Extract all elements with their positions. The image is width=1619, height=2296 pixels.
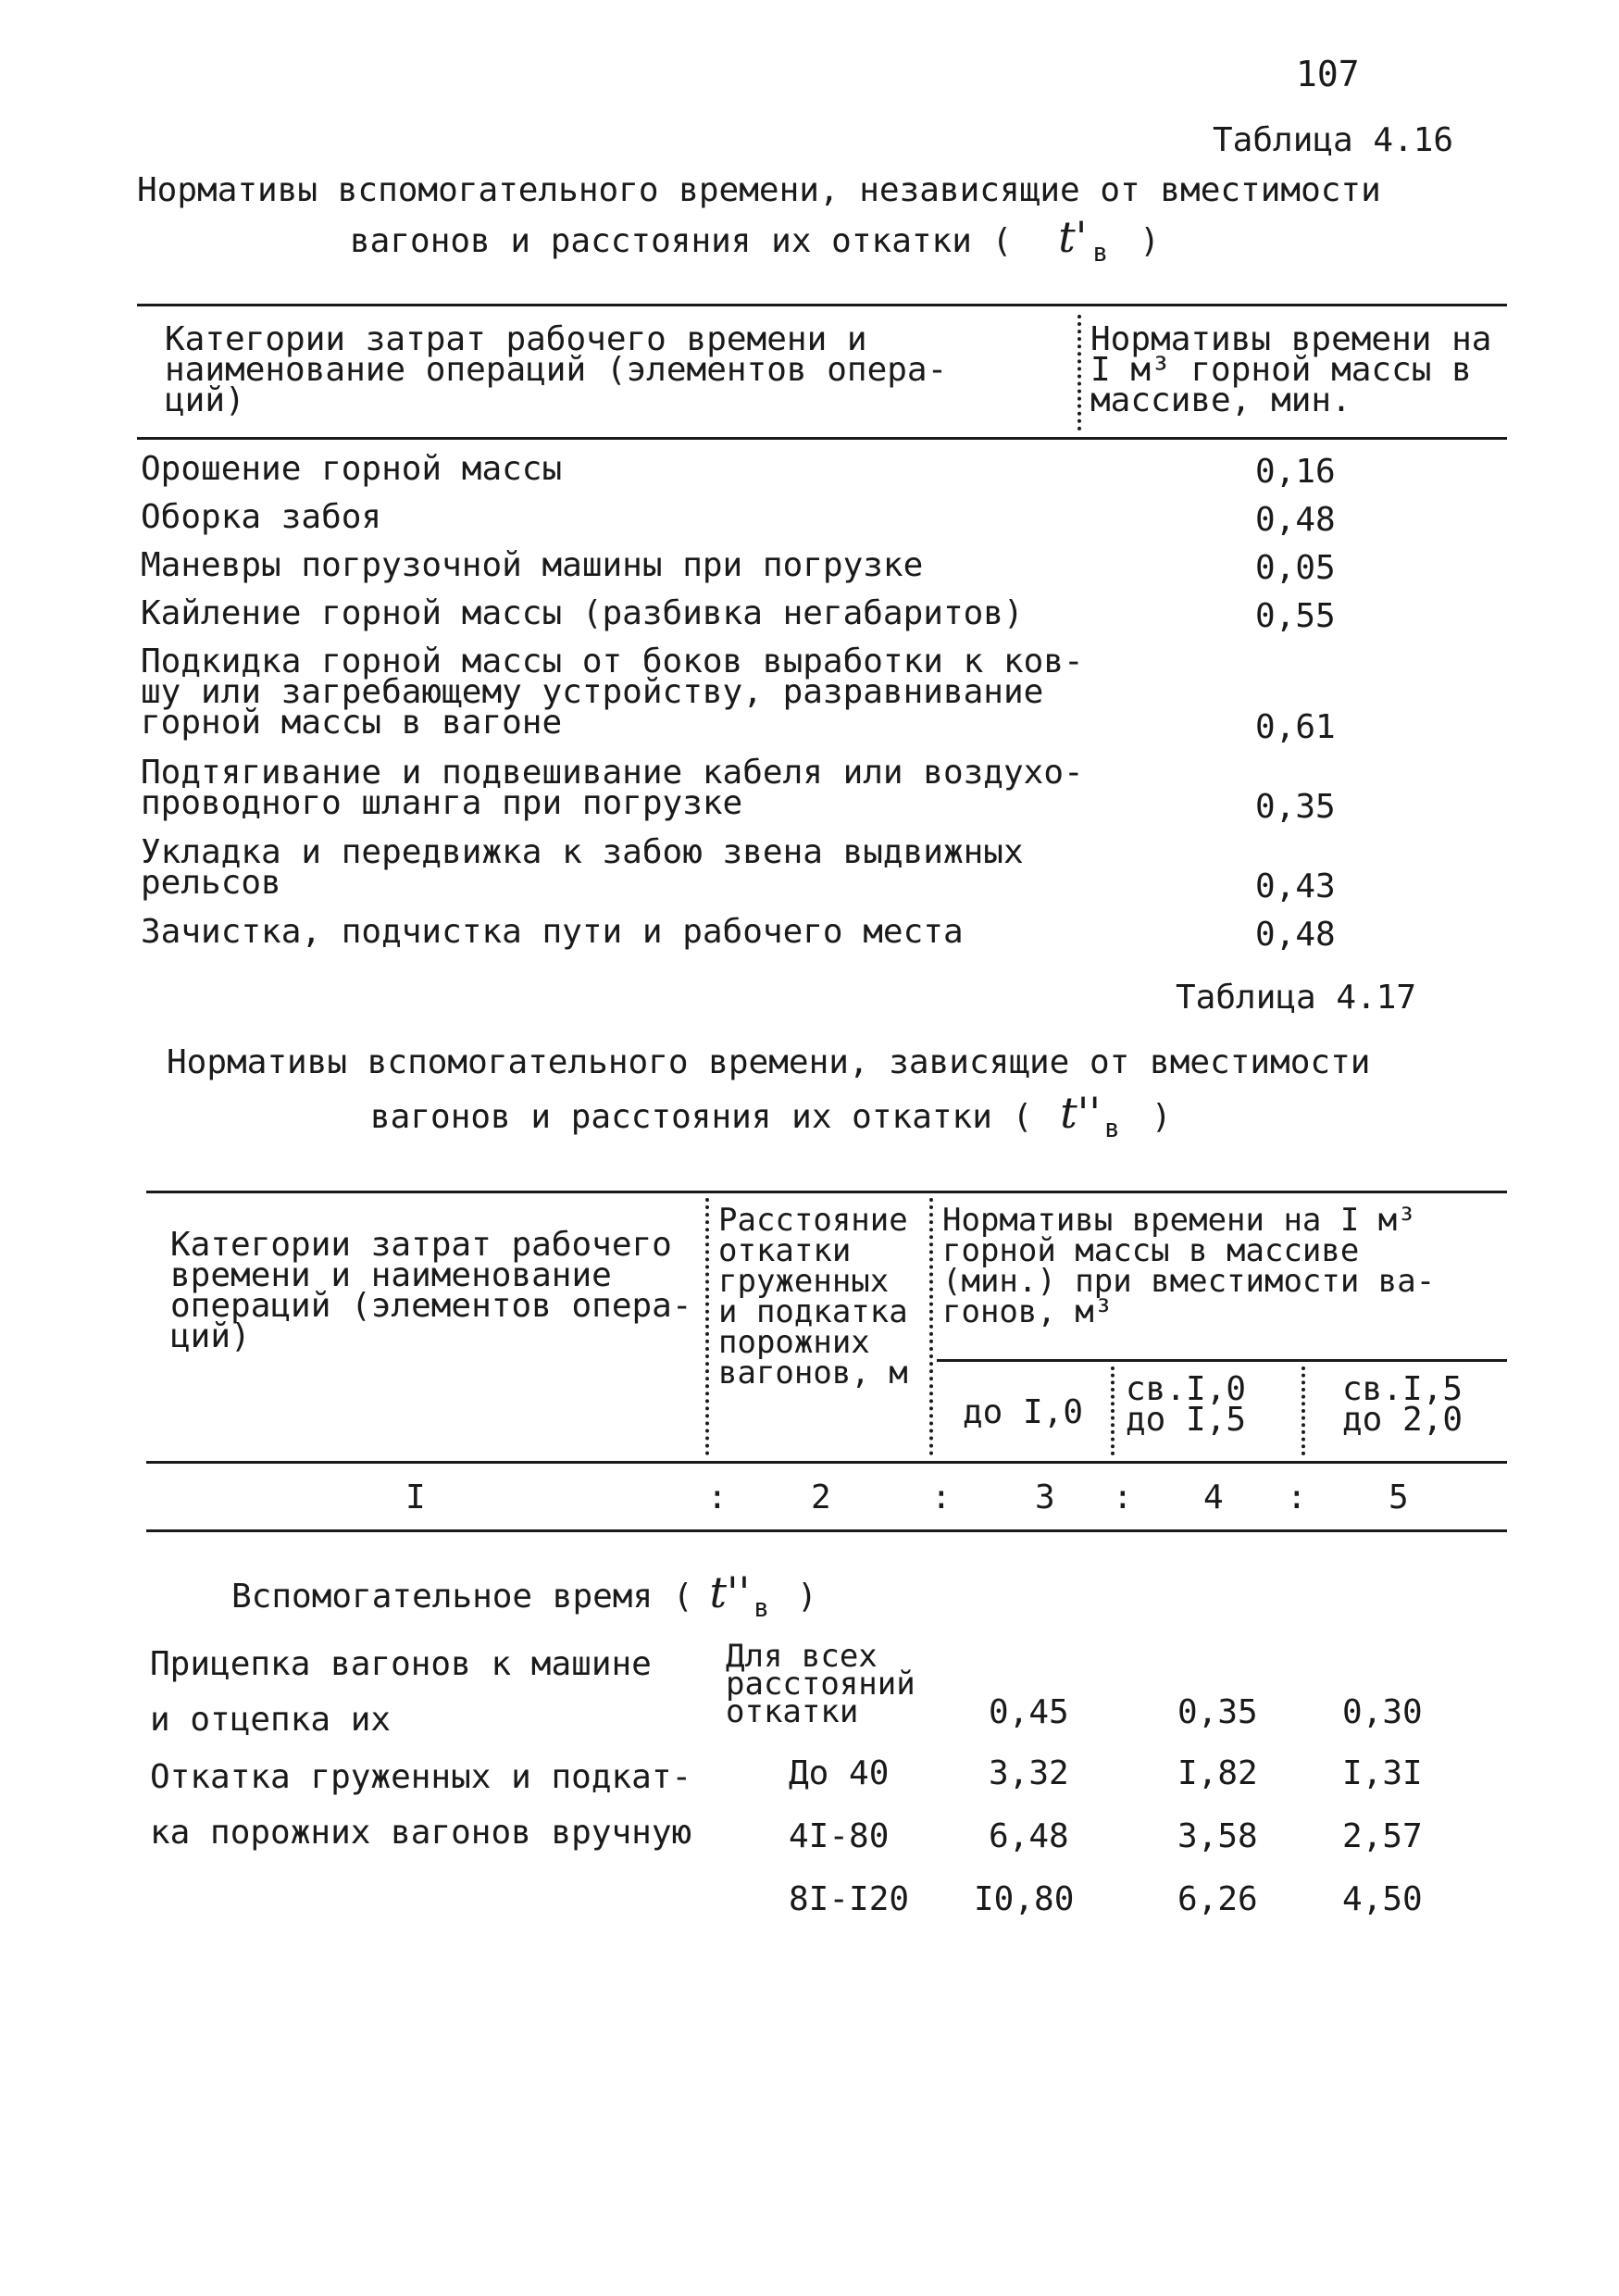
op2-value-col4: I,82 [1177,1754,1258,1792]
table1-top-rule [137,304,1507,306]
table-row-name: Укладка и передвижка к забою звена выдвижных рельсов [141,833,1024,902]
time-subscript: в [1092,237,1109,268]
col-number-separator: : [1113,1479,1133,1516]
time-symbol: t'' [709,1567,751,1617]
table-row-value: 0,61 [1255,708,1336,746]
table2-header-col2: Расстояние откатки груженных и подкатка порожних вагонов, м [718,1202,908,1391]
table2-numbers-rule [146,1529,1507,1532]
op2-value-col3: 6,48 [989,1817,1069,1855]
table2-divider-4 [1301,1366,1305,1455]
op2-value-col5: 4,50 [1342,1880,1423,1918]
op2-value-col4: 6,26 [1177,1880,1258,1918]
table1-title-line1: Нормативы вспомогательного времени, независящие от вместимости [137,171,1381,209]
table-row-name: Оборка забоя [141,498,382,536]
table1-title-line2 [350,212,1160,268]
section-label-text: Вспомогательное время ( [231,1578,693,1616]
op2-distance: До 40 [789,1754,890,1792]
table2-divider-1 [705,1198,709,1455]
op2-distance: 4I-80 [789,1817,890,1855]
col-number-2: 2 [811,1479,831,1516]
table-row-value: 0,48 [1255,501,1336,539]
table2-title-text: вагонов и расстояния их откатки ( [370,1098,1033,1136]
col-number-separator: : [1287,1479,1307,1516]
table2-subheader-rule [937,1359,1507,1362]
col-number-separator: : [707,1479,728,1516]
table2-header-col3: Нормативы времени на I м³ горной массы в массиве (мин.) при вместимости ва- гонов, м³ [942,1202,1436,1330]
table2-sub-col3: до I,0 [963,1393,1084,1431]
table2-label: Таблица 4.17 [1176,979,1417,1017]
time-symbol: t'' [1060,1088,1102,1138]
title-close-paren: ) [1140,222,1160,260]
op2-distance: 8I-I20 [789,1880,910,1918]
col-number-5: 5 [1389,1479,1409,1516]
time-subscript: в [753,1592,770,1623]
title-close-paren: ) [1151,1098,1172,1136]
section-close-paren: ) [797,1578,817,1616]
table2-top-rule [146,1191,1507,1193]
table-row-value: 0,16 [1255,453,1336,491]
op1-name: Прицепка вагонов к машине и отцепка их [150,1645,652,1739]
table1-title-text: вагонов и расстояния их откатки ( [350,222,1013,260]
table2-header-rule [146,1461,1507,1464]
table-row-value: 0,48 [1255,916,1336,954]
table1-header-col1: Категории затрат рабочего времени и наименование операций (элементов опера- ций) [165,320,948,419]
table2-divider-2 [929,1198,933,1455]
table-row-name: Кайление горной массы (разбивка негабаритов) [141,594,1024,632]
col-number-separator: : [931,1479,952,1516]
op1-distance: Для всех расстояний откатки [726,1638,915,1730]
table-row-value: 0,55 [1255,597,1336,635]
page-number: 107 [1296,54,1360,94]
table-row-name: Орошение горной массы [141,450,563,488]
time-symbol: t' [1058,212,1088,262]
op2-name: Откатка груженных и подкат- ка порожних вагонов вручную [150,1758,692,1852]
table1-header-rule [137,437,1507,440]
table2-divider-3 [1111,1366,1115,1455]
op1-value-col4: 0,35 [1177,1693,1258,1731]
table1-label: Таблица 4.16 [1213,121,1454,159]
table-row-name: Подкидка горной массы от боков выработки к ков- шу или загребающему устройству, разравнивание горной массы в вагоне [141,643,1084,742]
table2-header-col1: Категории затрат рабочего времени и наименование операций (элементов опера- ций) [170,1226,692,1355]
op1-value-col3: 0,45 [989,1693,1069,1731]
col-number-3: 3 [1035,1479,1055,1516]
time-subscript: в [1104,1113,1120,1143]
table-row-name: Зачистка, подчистка пути и рабочего места [141,913,964,951]
table2-sub-col4: св.I,0 до I,5 [1126,1370,1247,1439]
table2-sub-col5: св.I,5 до 2,0 [1342,1370,1463,1439]
op2-value-col4: 3,58 [1177,1817,1258,1855]
table1-header-divider [1077,315,1081,430]
table2-title-line1: Нормативы вспомогательного времени, зависящие от вместимости [167,1043,1371,1081]
col-number-1: I [405,1479,426,1516]
table-row-name: Маневры погрузочной машины при погрузке [141,546,924,584]
op2-value-col3: I0,80 [974,1880,1075,1918]
op2-value-col5: 2,57 [1342,1817,1423,1855]
col-number-4: 4 [1203,1479,1224,1516]
table1-header-col2: Нормативы времени на I м³ горной массы в массиве, мин. [1090,320,1492,419]
op2-value-col5: I,3I [1342,1754,1423,1792]
op1-value-col5: 0,30 [1342,1693,1423,1731]
table-row-name: Подтягивание и подвешивание кабеля или воздухо- проводного шланга при погрузке [141,754,1084,822]
table2-title-line2 [370,1088,1172,1143]
table-row-value: 0,05 [1255,549,1336,587]
table-row-value: 0,43 [1255,867,1336,905]
table-row-value: 0,35 [1255,788,1336,826]
section-label [231,1567,817,1623]
op2-value-col3: 3,32 [989,1754,1069,1792]
